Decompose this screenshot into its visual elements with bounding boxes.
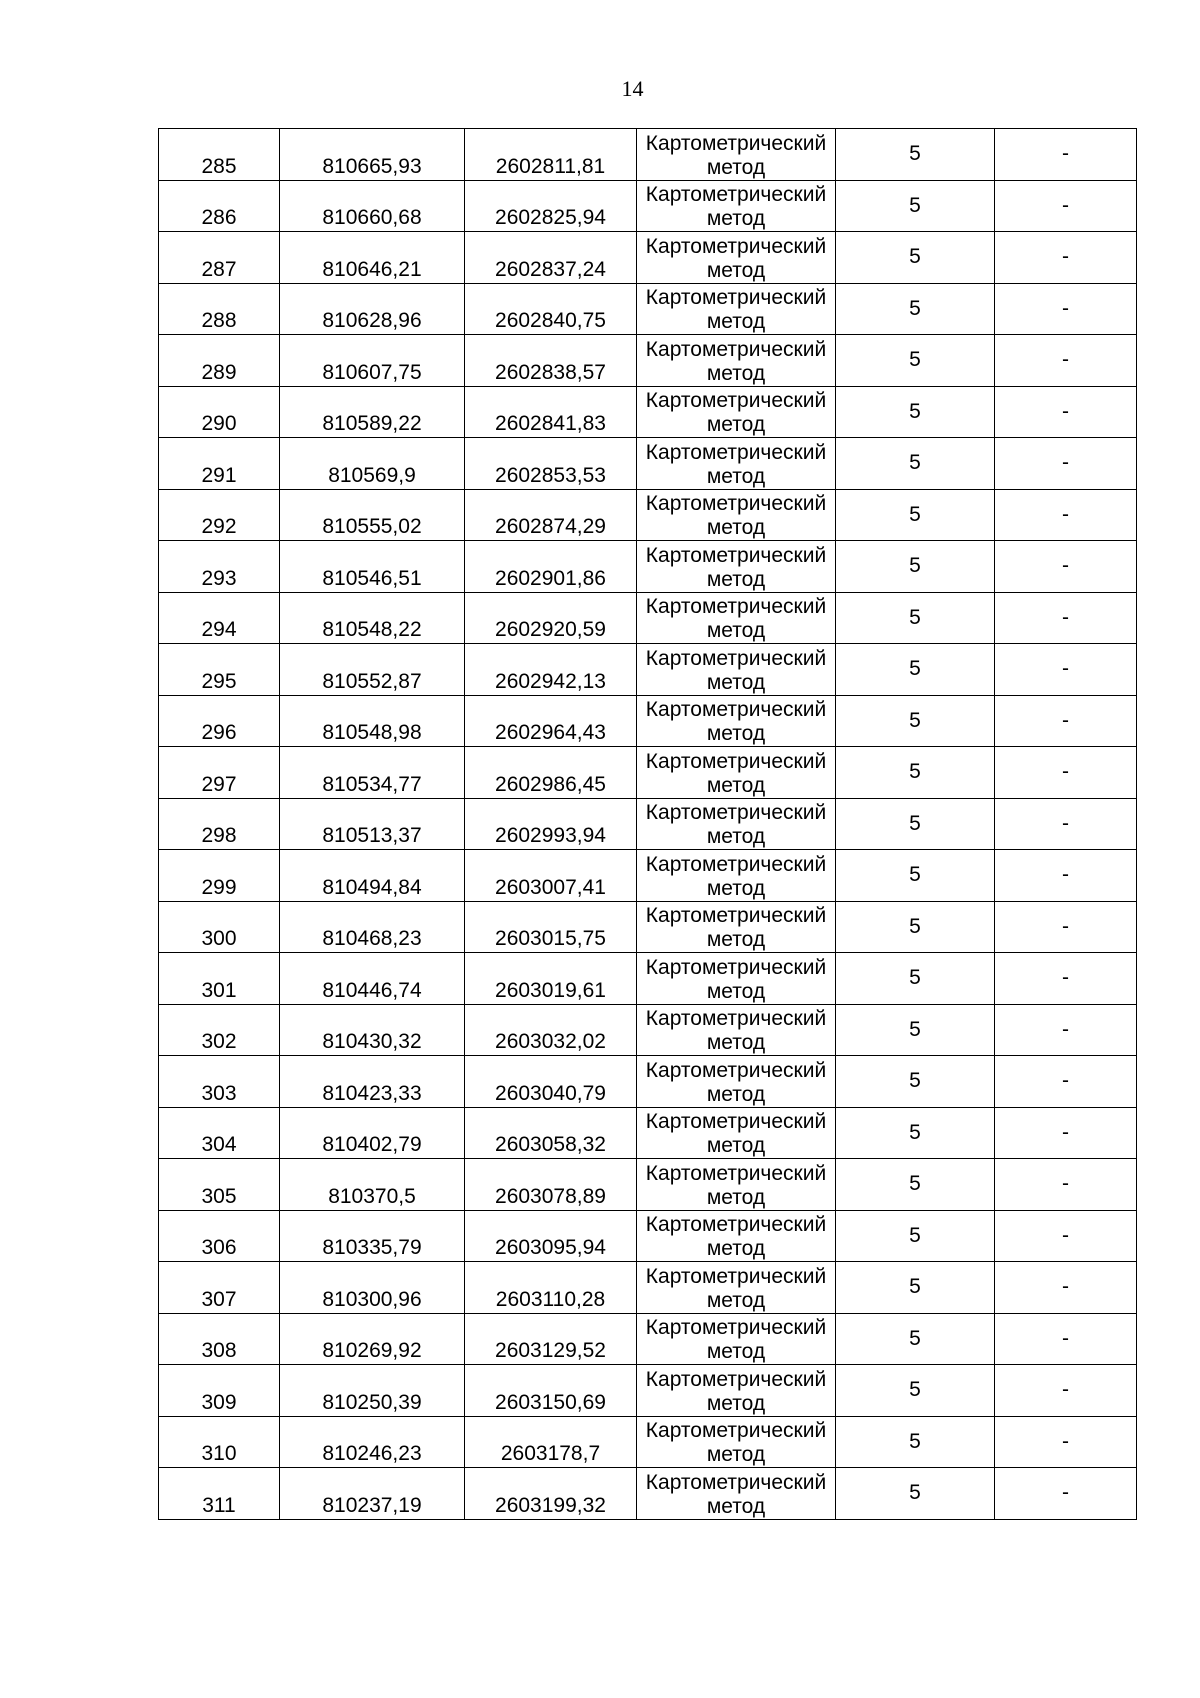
point-number-cell: 296 xyxy=(159,695,280,747)
accuracy-cell: 5 xyxy=(836,1365,995,1417)
coordinate-x-cell: 810468,23 xyxy=(280,901,465,953)
accuracy-cell: 5 xyxy=(836,438,995,490)
accuracy-cell: 5 xyxy=(836,386,995,438)
coordinate-x-cell: 810237,19 xyxy=(280,1468,465,1520)
method-line-2: метод xyxy=(706,876,766,900)
table-row xyxy=(159,129,1137,181)
method-cell xyxy=(637,1107,836,1159)
table-row xyxy=(159,438,1137,490)
accuracy-cell: 5 xyxy=(836,129,995,181)
point-number-cell: 305 xyxy=(159,1159,280,1211)
point-number-cell: 304 xyxy=(159,1107,280,1159)
method-cell xyxy=(637,335,836,387)
point-number-cell: 308 xyxy=(159,1313,280,1365)
coordinate-y-cell: 2602853,53 xyxy=(465,438,637,490)
table-row xyxy=(159,489,1137,541)
point-number-cell: 310 xyxy=(159,1416,280,1468)
method-cell xyxy=(637,1056,836,1108)
table-row xyxy=(159,1107,1137,1159)
table-row xyxy=(159,1365,1137,1417)
accuracy-cell: 5 xyxy=(836,180,995,232)
method-cell xyxy=(637,180,836,232)
point-number-cell: 311 xyxy=(159,1468,280,1520)
table-row xyxy=(159,747,1137,799)
method-line-1: Картометрический xyxy=(645,286,827,309)
coordinate-y-cell: 2602901,86 xyxy=(465,541,637,593)
method-line-2: метод xyxy=(706,258,766,282)
table-row xyxy=(159,541,1137,593)
coordinate-x-cell: 810335,79 xyxy=(280,1210,465,1262)
description-cell: - xyxy=(995,850,1137,902)
table-row xyxy=(159,1313,1137,1365)
accuracy-cell: 5 xyxy=(836,901,995,953)
coordinate-y-cell: 2602837,24 xyxy=(465,232,637,284)
table-row xyxy=(159,1210,1137,1262)
description-cell: - xyxy=(995,1107,1137,1159)
coordinate-y-cell: 2603078,89 xyxy=(465,1159,637,1211)
point-number-cell: 293 xyxy=(159,541,280,593)
method-line-1: Картометрический xyxy=(645,1058,827,1082)
method-line-2: метод xyxy=(706,1082,766,1106)
method-line-1: Картометрический xyxy=(645,543,827,567)
accuracy-cell: 5 xyxy=(836,592,995,644)
description-cell: - xyxy=(995,129,1137,181)
method-line-1: Картометрический xyxy=(645,698,827,721)
description-cell: - xyxy=(995,953,1137,1005)
method-line-1: Картометрический xyxy=(645,1419,827,1442)
description-cell: - xyxy=(995,1262,1137,1314)
description-cell: - xyxy=(995,1468,1137,1520)
method-line-1: Картометрический xyxy=(645,1110,827,1133)
description-cell: - xyxy=(995,1004,1137,1056)
coordinate-y-cell: 2602811,81 xyxy=(465,129,637,181)
table-row xyxy=(159,644,1137,696)
description-cell: - xyxy=(995,695,1137,747)
description-cell: - xyxy=(995,438,1137,490)
coordinates-table xyxy=(158,128,1137,1520)
table-row xyxy=(159,1416,1137,1468)
description-cell: - xyxy=(995,1313,1137,1365)
coordinate-x-cell: 810402,79 xyxy=(280,1107,465,1159)
coordinate-y-cell: 2603015,75 xyxy=(465,901,637,953)
method-line-2: метод xyxy=(706,1443,766,1466)
coordinate-x-cell: 810423,33 xyxy=(280,1056,465,1108)
method-cell xyxy=(637,850,836,902)
coordinate-y-cell: 2602825,94 xyxy=(465,180,637,232)
method-line-2: метод xyxy=(706,207,766,230)
table-row xyxy=(159,695,1137,747)
table-row xyxy=(159,386,1137,438)
method-cell xyxy=(637,798,836,850)
method-line-2: метод xyxy=(706,567,766,591)
accuracy-cell: 5 xyxy=(836,798,995,850)
table-row xyxy=(159,798,1137,850)
accuracy-cell: 5 xyxy=(836,1004,995,1056)
page-number: 14 xyxy=(621,76,644,101)
method-line-2: метод xyxy=(706,1237,766,1260)
method-line-2: метод xyxy=(706,979,766,1003)
coordinate-x-cell: 810494,84 xyxy=(280,850,465,902)
method-line-1: Картометрический xyxy=(645,1161,827,1185)
coordinate-x-cell: 810628,96 xyxy=(280,283,465,335)
accuracy-cell: 5 xyxy=(836,232,995,284)
method-cell xyxy=(637,1365,836,1417)
coordinate-x-cell: 810548,98 xyxy=(280,695,465,747)
coordinate-x-cell: 810370,5 xyxy=(280,1159,465,1211)
coordinate-y-cell: 2603007,41 xyxy=(465,850,637,902)
method-line-2: метод xyxy=(706,516,766,539)
method-line-1: Картометрический xyxy=(645,749,827,773)
coordinate-x-cell: 810250,39 xyxy=(280,1365,465,1417)
method-line-1: Картометрический xyxy=(645,1316,827,1339)
method-cell xyxy=(637,1210,836,1262)
method-line-1: Картометрический xyxy=(645,955,827,979)
coordinate-x-cell: 810269,92 xyxy=(280,1313,465,1365)
coordinate-y-cell: 2603095,94 xyxy=(465,1210,637,1262)
point-number-cell: 307 xyxy=(159,1262,280,1314)
coordinate-y-cell: 2603129,52 xyxy=(465,1313,637,1365)
accuracy-cell: 5 xyxy=(836,1107,995,1159)
method-cell xyxy=(637,1159,836,1211)
method-cell xyxy=(637,1313,836,1365)
point-number-cell: 294 xyxy=(159,592,280,644)
description-cell: - xyxy=(995,644,1137,696)
method-line-1: Картометрический xyxy=(645,131,827,155)
description-cell: - xyxy=(995,747,1137,799)
description-cell: - xyxy=(995,1365,1137,1417)
table-row xyxy=(159,1468,1137,1520)
table-row xyxy=(159,232,1137,284)
method-line-2: метод xyxy=(706,1391,766,1415)
accuracy-cell: 5 xyxy=(836,1159,995,1211)
point-number-cell: 290 xyxy=(159,386,280,438)
point-number-cell: 299 xyxy=(159,850,280,902)
accuracy-cell: 5 xyxy=(836,953,995,1005)
coordinate-y-cell: 2602986,45 xyxy=(465,747,637,799)
method-line-2: метод xyxy=(706,670,766,694)
method-cell xyxy=(637,541,836,593)
method-line-1: Картометрический xyxy=(645,1470,827,1494)
method-line-2: метод xyxy=(706,1288,766,1312)
description-cell: - xyxy=(995,489,1137,541)
point-number-cell: 303 xyxy=(159,1056,280,1108)
description-cell: - xyxy=(995,1056,1137,1108)
table-row xyxy=(159,283,1137,335)
method-line-1: Картометрический xyxy=(645,389,827,412)
coordinate-y-cell: 2602993,94 xyxy=(465,798,637,850)
method-line-2: метод xyxy=(706,1340,766,1363)
description-cell: - xyxy=(995,335,1137,387)
coordinate-x-cell: 810569,9 xyxy=(280,438,465,490)
accuracy-cell: 5 xyxy=(836,1056,995,1108)
method-cell xyxy=(637,1004,836,1056)
coordinate-x-cell: 810660,68 xyxy=(280,180,465,232)
method-cell xyxy=(637,695,836,747)
coordinate-x-cell: 810513,37 xyxy=(280,798,465,850)
method-line-2: метод xyxy=(706,155,766,179)
method-cell xyxy=(637,1468,836,1520)
description-cell: - xyxy=(995,180,1137,232)
table-row xyxy=(159,953,1137,1005)
method-line-1: Картометрический xyxy=(645,646,827,670)
description-cell: - xyxy=(995,1159,1137,1211)
point-number-cell: 287 xyxy=(159,232,280,284)
coordinate-y-cell: 2603032,02 xyxy=(465,1004,637,1056)
method-line-1: Картометрический xyxy=(645,440,827,464)
coordinate-y-cell: 2602964,43 xyxy=(465,695,637,747)
coordinate-y-cell: 2602840,75 xyxy=(465,283,637,335)
method-cell xyxy=(637,747,836,799)
coordinate-x-cell: 810607,75 xyxy=(280,335,465,387)
method-cell xyxy=(637,592,836,644)
point-number-cell: 298 xyxy=(159,798,280,850)
accuracy-cell: 5 xyxy=(836,489,995,541)
table-row xyxy=(159,1262,1137,1314)
accuracy-cell: 5 xyxy=(836,1210,995,1262)
coordinate-y-cell: 2603110,28 xyxy=(465,1262,637,1314)
point-number-cell: 297 xyxy=(159,747,280,799)
coordinate-x-cell: 810446,74 xyxy=(280,953,465,1005)
method-line-2: метод xyxy=(706,413,766,436)
accuracy-cell: 5 xyxy=(836,695,995,747)
point-number-cell: 285 xyxy=(159,129,280,181)
accuracy-cell: 5 xyxy=(836,1416,995,1468)
description-cell: - xyxy=(995,1416,1137,1468)
method-cell xyxy=(637,438,836,490)
method-cell xyxy=(637,1262,836,1314)
accuracy-cell: 5 xyxy=(836,1262,995,1314)
method-cell xyxy=(637,644,836,696)
coordinate-x-cell: 810534,77 xyxy=(280,747,465,799)
description-cell: - xyxy=(995,386,1137,438)
point-number-cell: 300 xyxy=(159,901,280,953)
method-line-1: Картометрический xyxy=(645,801,827,824)
point-number-cell: 306 xyxy=(159,1210,280,1262)
coordinate-x-cell: 810555,02 xyxy=(280,489,465,541)
point-number-cell: 295 xyxy=(159,644,280,696)
table-row xyxy=(159,592,1137,644)
table-row xyxy=(159,180,1137,232)
table-row xyxy=(159,850,1137,902)
method-line-1: Картометрический xyxy=(645,337,827,361)
point-number-cell: 292 xyxy=(159,489,280,541)
coordinate-y-cell: 2603058,32 xyxy=(465,1107,637,1159)
method-line-2: метод xyxy=(706,361,766,385)
method-line-2: метод xyxy=(706,1494,766,1518)
accuracy-cell: 5 xyxy=(836,1468,995,1520)
method-line-1: Картометрический xyxy=(645,183,827,206)
description-cell: - xyxy=(995,901,1137,953)
point-number-cell: 289 xyxy=(159,335,280,387)
method-line-1: Картометрический xyxy=(645,595,827,618)
coordinate-x-cell: 810548,22 xyxy=(280,592,465,644)
description-cell: - xyxy=(995,1210,1137,1262)
table-row xyxy=(159,335,1137,387)
point-number-cell: 291 xyxy=(159,438,280,490)
table-row xyxy=(159,1056,1137,1108)
description-cell: - xyxy=(995,592,1137,644)
coordinate-y-cell: 2602838,57 xyxy=(465,335,637,387)
method-line-2: метод xyxy=(706,928,766,951)
coordinate-x-cell: 810552,87 xyxy=(280,644,465,696)
method-cell xyxy=(637,129,836,181)
accuracy-cell: 5 xyxy=(836,335,995,387)
method-line-2: метод xyxy=(706,773,766,797)
method-cell xyxy=(637,232,836,284)
coordinate-y-cell: 2602920,59 xyxy=(465,592,637,644)
coordinate-y-cell: 2603150,69 xyxy=(465,1365,637,1417)
accuracy-cell: 5 xyxy=(836,850,995,902)
coordinate-y-cell: 2602841,83 xyxy=(465,386,637,438)
point-number-cell: 309 xyxy=(159,1365,280,1417)
accuracy-cell: 5 xyxy=(836,1313,995,1365)
method-line-1: Картометрический xyxy=(645,492,827,515)
coordinate-x-cell: 810430,32 xyxy=(280,1004,465,1056)
method-line-2: метод xyxy=(706,1185,766,1209)
method-cell xyxy=(637,901,836,953)
method-line-1: Картометрический xyxy=(645,1213,827,1236)
accuracy-cell: 5 xyxy=(836,541,995,593)
description-cell: - xyxy=(995,541,1137,593)
description-cell: - xyxy=(995,283,1137,335)
coordinate-x-cell: 810246,23 xyxy=(280,1416,465,1468)
table-body xyxy=(159,129,1137,1520)
point-number-cell: 301 xyxy=(159,953,280,1005)
method-line-1: Картометрический xyxy=(645,904,827,927)
accuracy-cell: 5 xyxy=(836,644,995,696)
method-cell xyxy=(637,1416,836,1468)
coordinate-x-cell: 810300,96 xyxy=(280,1262,465,1314)
point-number-cell: 288 xyxy=(159,283,280,335)
point-number-cell: 286 xyxy=(159,180,280,232)
method-line-2: метод xyxy=(706,825,766,848)
method-line-2: метод xyxy=(706,722,766,745)
table-row xyxy=(159,1004,1137,1056)
coordinate-y-cell: 2603019,61 xyxy=(465,953,637,1005)
coordinate-x-cell: 810546,51 xyxy=(280,541,465,593)
table-row xyxy=(159,901,1137,953)
coordinate-x-cell: 810646,21 xyxy=(280,232,465,284)
point-number-cell: 302 xyxy=(159,1004,280,1056)
method-cell xyxy=(637,953,836,1005)
coordinate-y-cell: 2603178,7 xyxy=(465,1416,637,1468)
coordinate-x-cell: 810589,22 xyxy=(280,386,465,438)
accuracy-cell: 5 xyxy=(836,283,995,335)
method-line-1: Картометрический xyxy=(645,1367,827,1391)
accuracy-cell: 5 xyxy=(836,747,995,799)
method-line-1: Картометрический xyxy=(645,1007,827,1030)
coordinate-y-cell: 2602942,13 xyxy=(465,644,637,696)
method-line-1: Картометрический xyxy=(645,234,827,258)
method-cell xyxy=(637,489,836,541)
coordinate-x-cell: 810665,93 xyxy=(280,129,465,181)
method-line-2: метод xyxy=(706,464,766,488)
description-cell: - xyxy=(995,232,1137,284)
method-line-1: Картометрический xyxy=(645,852,827,876)
method-line-1: Картометрический xyxy=(645,1264,827,1288)
method-line-2: метод xyxy=(706,619,766,642)
coordinate-y-cell: 2603040,79 xyxy=(465,1056,637,1108)
coordinate-y-cell: 2603199,32 xyxy=(465,1468,637,1520)
method-line-2: метод xyxy=(706,1031,766,1054)
coordinate-y-cell: 2602874,29 xyxy=(465,489,637,541)
method-line-2: метод xyxy=(706,1134,766,1157)
method-line-2: метод xyxy=(706,310,766,333)
table-row xyxy=(159,1159,1137,1211)
method-cell xyxy=(637,283,836,335)
method-cell xyxy=(637,386,836,438)
description-cell: - xyxy=(995,798,1137,850)
